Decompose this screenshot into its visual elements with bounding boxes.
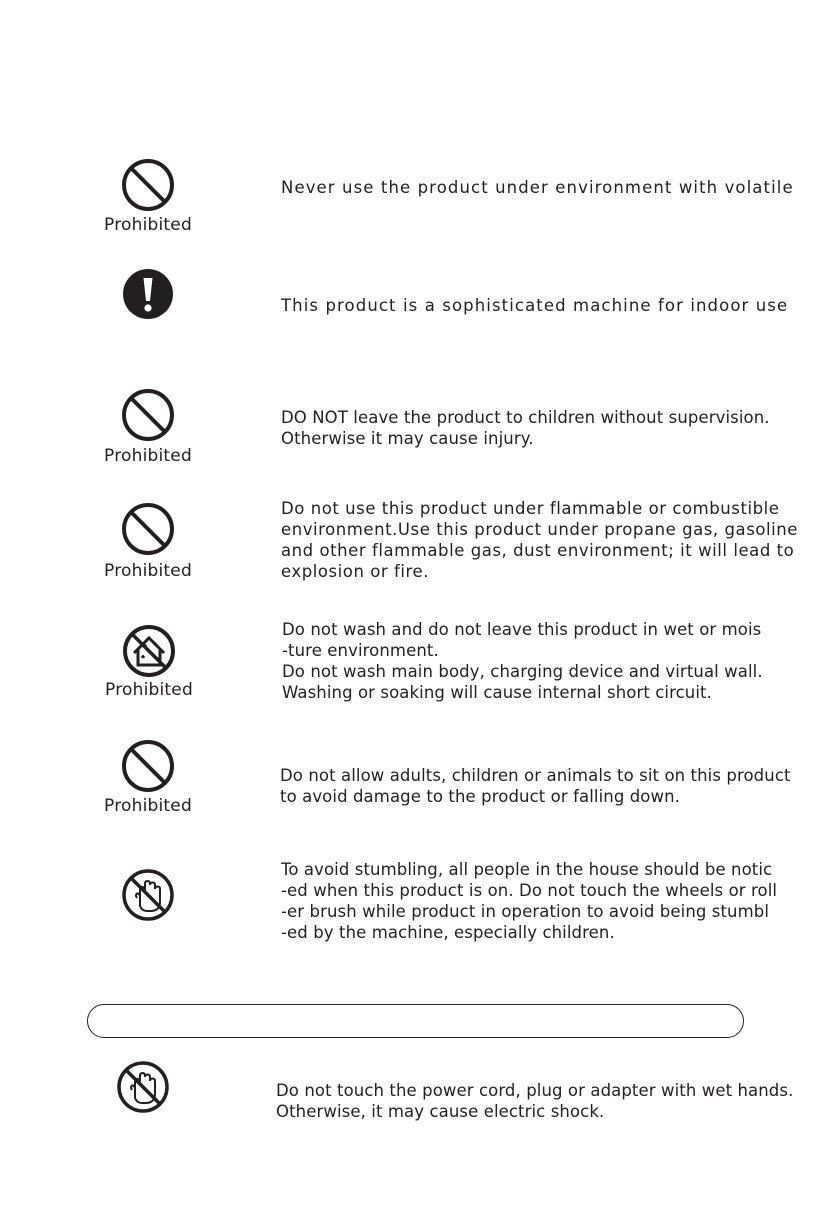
warning-text: [281, 407, 770, 449]
prohibited-label: Prohibited: [104, 561, 192, 581]
text-line: Do not wash and do not leave this product in wet or mois: [282, 620, 762, 639]
text-line: environment.Use this product under propane gas, gasoline: [281, 520, 798, 539]
warning-exclamation-icon: [122, 268, 174, 320]
text-line: explosion or fire.: [281, 562, 429, 581]
text-line: to avoid damage to the product or falling down.: [280, 787, 680, 806]
text-line: -ture environment.: [282, 641, 439, 660]
text-line: Otherwise it may cause injury.: [281, 429, 534, 448]
warning-text: [281, 177, 794, 198]
warning-text: [280, 765, 791, 807]
prohibited-icon: [121, 158, 175, 212]
no-touch-hand-icon: [116, 1060, 170, 1114]
warning-text: [276, 1080, 793, 1122]
warning-text: [281, 859, 777, 943]
warning-text: [281, 295, 788, 316]
text-line: DO NOT leave the product to children without supervision.: [281, 408, 770, 427]
warning-text: [282, 619, 763, 703]
text-line: -ed by the machine, especially children.: [281, 923, 615, 942]
text-line: Do not touch the power cord, plug or adapter with wet hands.: [276, 1081, 794, 1100]
text-line: Do not use this product under flammable or combustible: [281, 499, 780, 518]
warning-text: [281, 498, 798, 582]
text-line: Do not allow adults, children or animals to sit on this product: [280, 766, 791, 785]
prohibited-icon: [121, 739, 175, 793]
text-line: Otherwise, it may cause electric shock.: [276, 1102, 605, 1121]
text-line: Do not wash main body, charging device and virtual wall.: [282, 662, 763, 681]
text-line: -er brush while product in operation to avoid being stumbl: [281, 902, 770, 921]
no-wet-environment-icon: [122, 624, 176, 678]
text-line: Washing or soaking will cause internal short circuit.: [282, 683, 712, 702]
text-line: This product is a sophisticated machine for indoor use: [281, 296, 789, 315]
no-touch-hand-icon: [121, 868, 175, 922]
prohibited-icon: [121, 502, 175, 556]
text-line: To avoid stumbling, all people in the house should be notic: [281, 860, 773, 879]
text-line: Never use the product under environment with volatile: [281, 178, 794, 197]
text-line: -ed when this product is on. Do not touch the wheels or roll: [281, 881, 778, 900]
section-header-bar: [87, 1004, 744, 1038]
prohibited-label: Prohibited: [104, 446, 192, 466]
prohibited-label: Prohibited: [104, 215, 192, 235]
prohibited-label: Prohibited: [105, 680, 193, 700]
text-line: and other flammable gas, dust environment; it will lead to: [281, 541, 795, 560]
prohibited-label: Prohibited: [104, 796, 192, 816]
prohibited-icon: [121, 388, 175, 442]
